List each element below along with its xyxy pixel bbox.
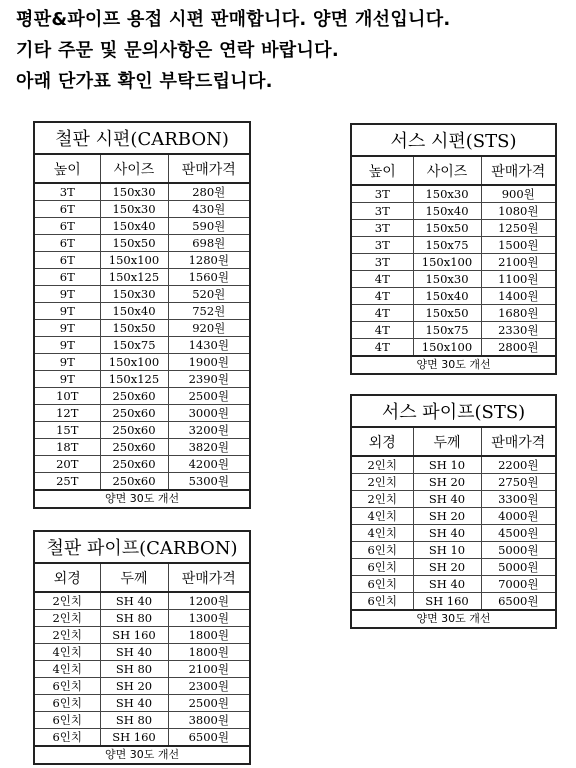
table-cell: SH 160 (100, 627, 168, 644)
table-cell: SH 40 (413, 525, 481, 542)
table-cell: 18T (34, 439, 100, 456)
table-row (351, 305, 556, 322)
table-cell: 1800원 (168, 644, 250, 661)
table-row (351, 322, 556, 339)
table-cell: SH 10 (413, 456, 481, 474)
table-cell: 2인치 (34, 610, 100, 627)
table-cell: 2390원 (168, 371, 250, 388)
table-cell: 20T (34, 456, 100, 473)
table-cell: 1680원 (481, 305, 556, 322)
table-row (34, 303, 250, 320)
table-row (34, 354, 250, 371)
table-cell: 4T (351, 288, 413, 305)
table-row (351, 288, 556, 305)
table-title: 서스 파이프(STS) (351, 395, 556, 427)
table-cell: SH 40 (100, 644, 168, 661)
table-cell: 3T (351, 203, 413, 220)
table-cell: 4인치 (34, 644, 100, 661)
table-cell: 2인치 (351, 474, 413, 491)
carbon-plate-price-table (33, 121, 251, 509)
table-row (351, 456, 556, 474)
table-row (34, 644, 250, 661)
table-cell: 4T (351, 322, 413, 339)
table-cell: 2800원 (481, 339, 556, 357)
table-cell: 250x60 (100, 456, 168, 473)
intro-line-2: 기타 주문 및 문의사항은 연락 바랍니다. (16, 40, 339, 61)
table-note-row (351, 356, 556, 374)
table-cell: 4T (351, 339, 413, 357)
table-cell: 1560원 (168, 269, 250, 286)
table-row (34, 627, 250, 644)
table-title-row (351, 124, 556, 156)
table-cell: 900원 (481, 185, 556, 203)
table-cell: 3T (34, 183, 100, 201)
table-cell: 2인치 (34, 592, 100, 610)
table-cell: 5300원 (168, 473, 250, 491)
table-cell: 250x60 (100, 473, 168, 491)
table-cell: 3820원 (168, 439, 250, 456)
table-cell: 5000원 (481, 542, 556, 559)
table-cell: 9T (34, 286, 100, 303)
table-row (34, 592, 250, 610)
column-header: 높이 (34, 154, 100, 183)
table-row (34, 371, 250, 388)
table-note-row (34, 746, 250, 764)
table-row (351, 525, 556, 542)
table-cell: 250x60 (100, 439, 168, 456)
column-header: 두께 (100, 563, 168, 592)
sts-pipe-price-table (350, 394, 557, 629)
table-row (351, 559, 556, 576)
intro-line-1: 평판&파이프 용접 시편 판매합니다. 양면 개선입니다. (16, 9, 451, 30)
table-cell: 6T (34, 218, 100, 235)
table-row (34, 695, 250, 712)
table-note: 양면 30도 개선 (34, 490, 250, 508)
table-row (351, 339, 556, 357)
table-cell: 150x75 (413, 322, 481, 339)
table-row (351, 203, 556, 220)
table-row (34, 320, 250, 337)
table-cell: 150x30 (100, 201, 168, 218)
table-row (34, 337, 250, 354)
table-cell: 150x40 (100, 303, 168, 320)
table-cell: 1400원 (481, 288, 556, 305)
table-cell: 4000원 (481, 508, 556, 525)
table-row (34, 422, 250, 439)
table-cell: 6T (34, 201, 100, 218)
table-cell: 4T (351, 271, 413, 288)
table-row (351, 474, 556, 491)
table-cell: 150x40 (413, 203, 481, 220)
table-cell: 6인치 (351, 576, 413, 593)
table-cell: SH 160 (413, 593, 481, 611)
table-cell: 520원 (168, 286, 250, 303)
table-row (351, 237, 556, 254)
table-cell: 10T (34, 388, 100, 405)
table-cell: SH 20 (100, 678, 168, 695)
table-row (34, 201, 250, 218)
table-cell: 6500원 (481, 593, 556, 611)
table-cell: 4200원 (168, 456, 250, 473)
table-title: 철판 파이프(CARBON) (34, 531, 250, 563)
carbon-pipe-price-table (33, 530, 251, 765)
table-cell: 150x30 (100, 286, 168, 303)
table-cell: 1800원 (168, 627, 250, 644)
table-row (34, 218, 250, 235)
table-row (34, 269, 250, 286)
table-note-row (351, 610, 556, 628)
table-row (34, 235, 250, 252)
table-cell: SH 40 (100, 695, 168, 712)
table-header-row (34, 563, 250, 592)
table-cell: 3300원 (481, 491, 556, 508)
table-cell: 150x100 (100, 252, 168, 269)
table-cell: 1200원 (168, 592, 250, 610)
table-note: 양면 30도 개선 (351, 356, 556, 374)
column-header: 판매가격 (168, 563, 250, 592)
table-row (34, 456, 250, 473)
table-cell: 6인치 (34, 678, 100, 695)
table-note: 양면 30도 개선 (34, 746, 250, 764)
table-row (34, 405, 250, 422)
table-cell: 6T (34, 252, 100, 269)
column-header: 두께 (413, 427, 481, 456)
table-cell: 6500원 (168, 729, 250, 747)
table-cell: 9T (34, 354, 100, 371)
table-cell: 150x50 (100, 320, 168, 337)
table-row (34, 473, 250, 491)
table-cell: 2100원 (481, 254, 556, 271)
table-cell: 2300원 (168, 678, 250, 695)
table-cell: 6인치 (351, 559, 413, 576)
table-cell: 1250원 (481, 220, 556, 237)
table-cell: 752원 (168, 303, 250, 320)
table-cell: 2인치 (351, 456, 413, 474)
table-cell: 2200원 (481, 456, 556, 474)
table-cell: 2인치 (351, 491, 413, 508)
table-row (34, 661, 250, 678)
table-row (351, 271, 556, 288)
table-cell: 4T (351, 305, 413, 322)
table-title: 서스 시편(STS) (351, 124, 556, 156)
table-cell: 2500원 (168, 388, 250, 405)
table-row (34, 610, 250, 627)
table-cell: 3200원 (168, 422, 250, 439)
table-cell: 12T (34, 405, 100, 422)
table-cell: 4500원 (481, 525, 556, 542)
table-row (351, 220, 556, 237)
table-cell: 4인치 (351, 525, 413, 542)
table-header-row (351, 156, 556, 185)
column-header: 판매가격 (481, 156, 556, 185)
table-cell: 6인치 (351, 542, 413, 559)
table-cell: 150x30 (413, 271, 481, 288)
table-cell: 4인치 (351, 508, 413, 525)
table-cell: 430원 (168, 201, 250, 218)
table-cell: 6인치 (34, 695, 100, 712)
column-header: 사이즈 (413, 156, 481, 185)
intro-line-3: 아래 단가표 확인 부탁드립니다. (16, 71, 273, 92)
table-cell: 9T (34, 303, 100, 320)
table-cell: 250x60 (100, 388, 168, 405)
table-cell: SH 40 (100, 592, 168, 610)
table-note-row (34, 490, 250, 508)
table-row (351, 185, 556, 203)
table-cell: 3800원 (168, 712, 250, 729)
table-row (351, 576, 556, 593)
table-cell: SH 160 (100, 729, 168, 747)
table-cell: 280원 (168, 183, 250, 201)
table-cell: 6인치 (351, 593, 413, 611)
table-cell: 150x50 (100, 235, 168, 252)
table-cell: SH 20 (413, 474, 481, 491)
column-header: 판매가격 (481, 427, 556, 456)
table-title-row (34, 122, 250, 154)
table-cell: 3000원 (168, 405, 250, 422)
table-cell: 9T (34, 371, 100, 388)
table-cell: 250x60 (100, 405, 168, 422)
table-cell: 150x40 (100, 218, 168, 235)
table-cell: 3T (351, 220, 413, 237)
table-row (34, 439, 250, 456)
table-row (351, 542, 556, 559)
table-cell: 7000원 (481, 576, 556, 593)
table-row (34, 252, 250, 269)
table-title-row (351, 395, 556, 427)
table-cell: 3T (351, 237, 413, 254)
table-cell: 6인치 (34, 729, 100, 747)
table-cell: 150x50 (413, 305, 481, 322)
table-cell: 15T (34, 422, 100, 439)
table-cell: 150x100 (413, 339, 481, 357)
table-cell: 9T (34, 337, 100, 354)
table-cell: 250x60 (100, 422, 168, 439)
table-cell: 9T (34, 320, 100, 337)
table-cell: 920원 (168, 320, 250, 337)
table-row (351, 491, 556, 508)
table-cell: 6T (34, 269, 100, 286)
table-row (34, 678, 250, 695)
table-cell: 3T (351, 185, 413, 203)
table-cell: 6인치 (34, 712, 100, 729)
table-cell: 1100원 (481, 271, 556, 288)
table-cell: 6T (34, 235, 100, 252)
table-title: 철판 시편(CARBON) (34, 122, 250, 154)
table-row (351, 254, 556, 271)
table-title-row (34, 531, 250, 563)
table-cell: 1900원 (168, 354, 250, 371)
table-cell: 5000원 (481, 559, 556, 576)
table-cell: 25T (34, 473, 100, 491)
table-cell: 1430원 (168, 337, 250, 354)
table-row (351, 508, 556, 525)
table-cell: 1080원 (481, 203, 556, 220)
table-cell: SH 10 (413, 542, 481, 559)
table-cell: 2인치 (34, 627, 100, 644)
table-cell: 2500원 (168, 695, 250, 712)
table-cell: 150x75 (100, 337, 168, 354)
column-header: 높이 (351, 156, 413, 185)
table-cell: 150x125 (100, 269, 168, 286)
table-row (34, 183, 250, 201)
column-header: 판매가격 (168, 154, 250, 183)
table-cell: SH 40 (413, 576, 481, 593)
table-cell: 2100원 (168, 661, 250, 678)
table-cell: 150x100 (413, 254, 481, 271)
table-cell: 2750원 (481, 474, 556, 491)
table-cell: SH 40 (413, 491, 481, 508)
column-header: 외경 (351, 427, 413, 456)
table-note: 양면 30도 개선 (351, 610, 556, 628)
table-cell: SH 20 (413, 559, 481, 576)
table-row (34, 729, 250, 747)
table-cell: SH 80 (100, 712, 168, 729)
table-row (34, 286, 250, 303)
table-cell: 150x75 (413, 237, 481, 254)
table-cell: 1500원 (481, 237, 556, 254)
table-cell: 150x125 (100, 371, 168, 388)
table-cell: 150x50 (413, 220, 481, 237)
table-cell: 1280원 (168, 252, 250, 269)
table-cell: 150x30 (413, 185, 481, 203)
table-cell: 698원 (168, 235, 250, 252)
table-header-row (351, 427, 556, 456)
table-cell: 2330원 (481, 322, 556, 339)
table-cell: 150x100 (100, 354, 168, 371)
table-row (351, 593, 556, 611)
table-cell: SH 80 (100, 661, 168, 678)
table-cell: SH 80 (100, 610, 168, 627)
table-cell: 4인치 (34, 661, 100, 678)
table-cell: SH 20 (413, 508, 481, 525)
table-cell: 1300원 (168, 610, 250, 627)
sts-plate-price-table (350, 123, 557, 375)
table-row (34, 712, 250, 729)
table-header-row (34, 154, 250, 183)
column-header: 외경 (34, 563, 100, 592)
table-cell: 590원 (168, 218, 250, 235)
column-header: 사이즈 (100, 154, 168, 183)
table-cell: 150x30 (100, 183, 168, 201)
table-cell: 150x40 (413, 288, 481, 305)
table-row (34, 388, 250, 405)
table-cell: 3T (351, 254, 413, 271)
